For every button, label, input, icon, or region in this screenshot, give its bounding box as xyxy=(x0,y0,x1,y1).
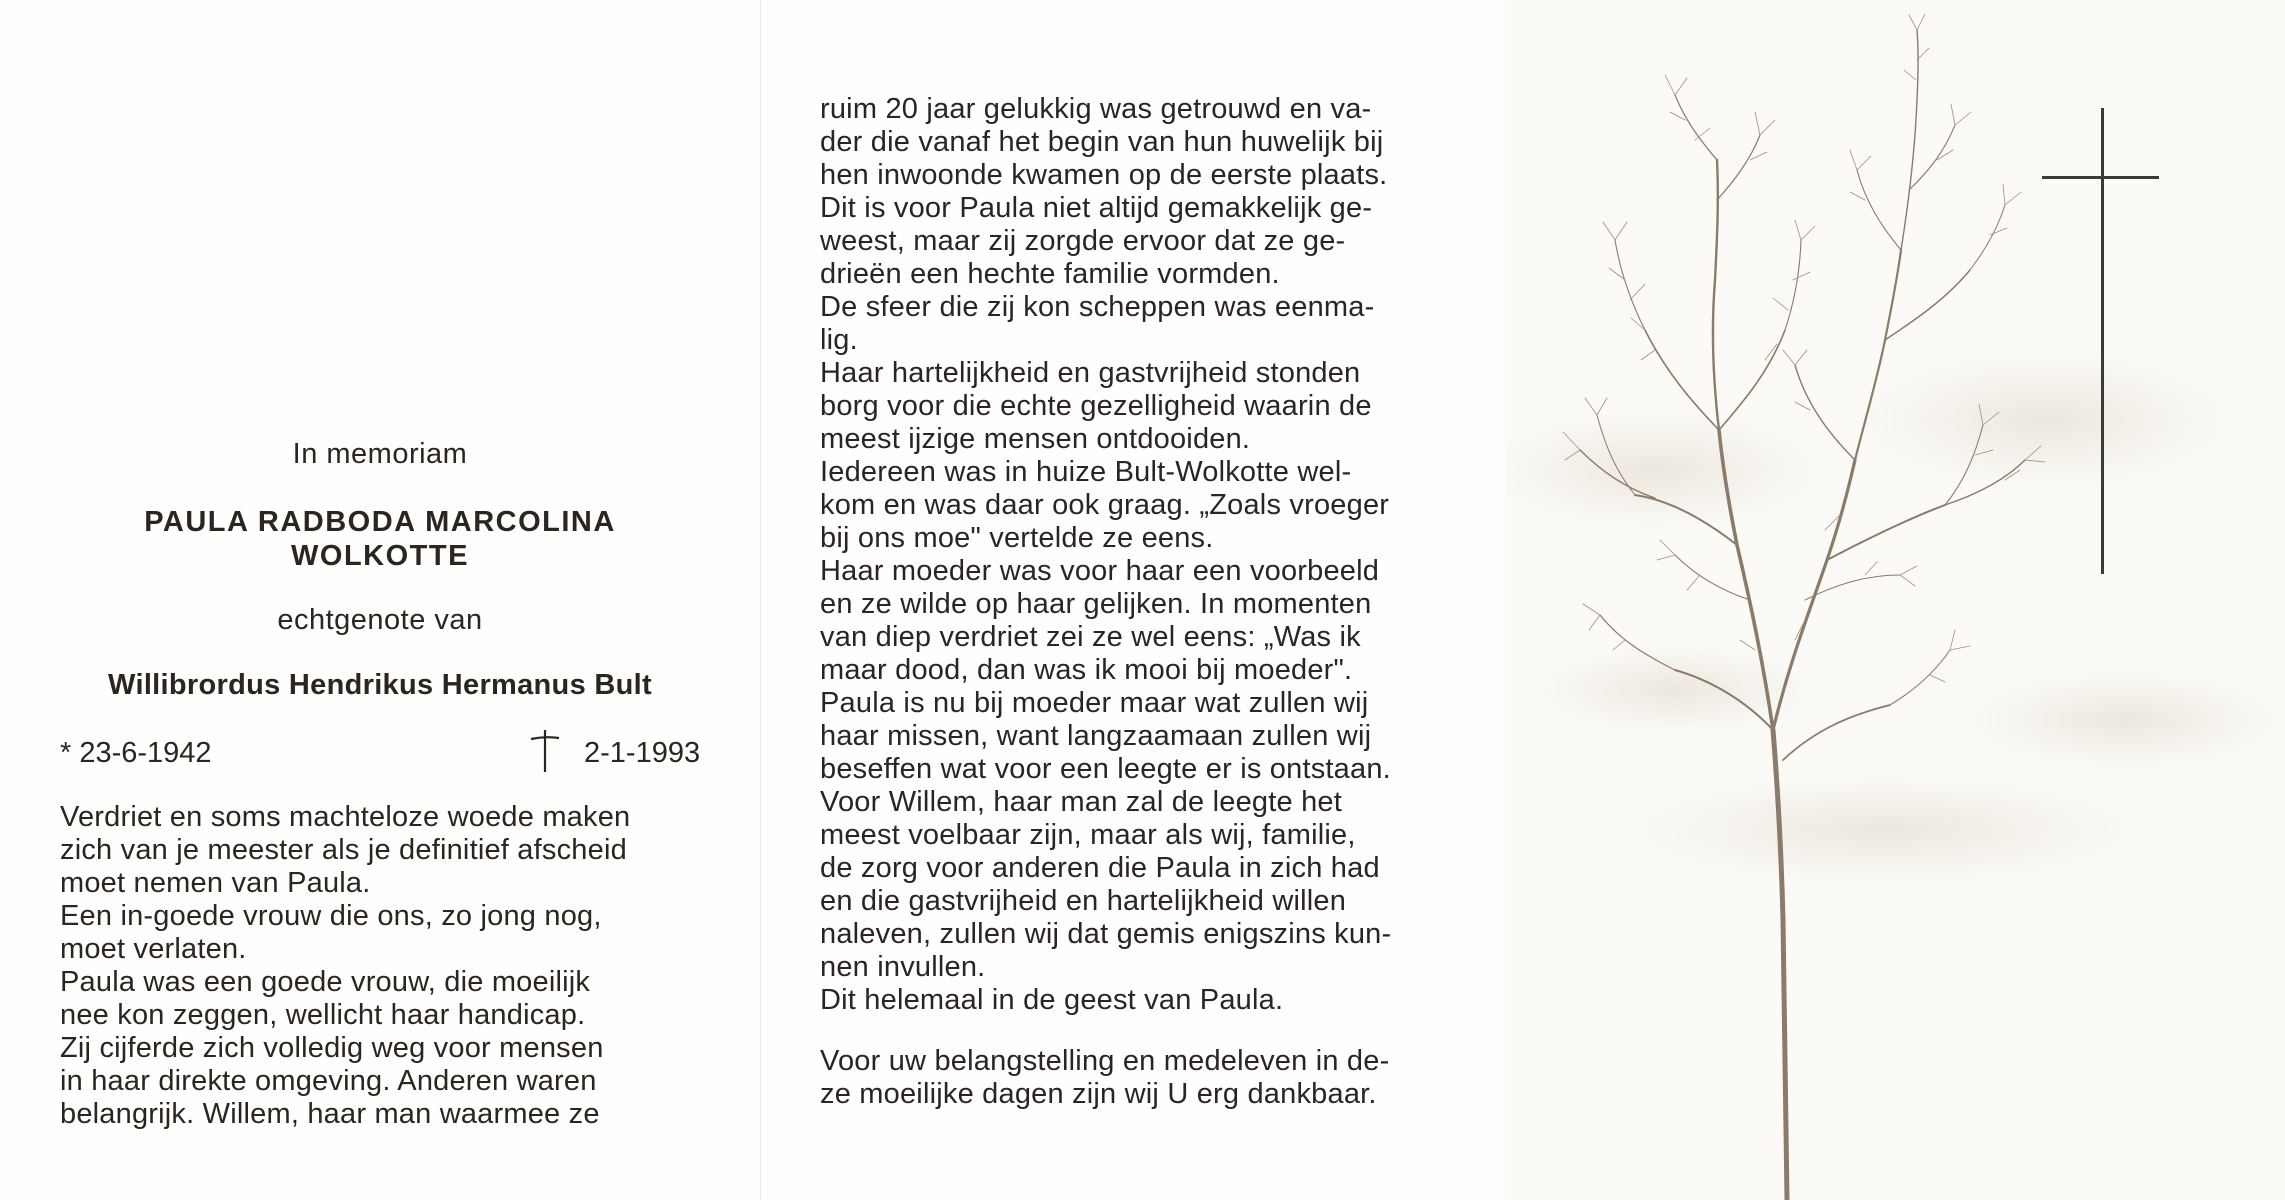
text-line: weest, maar zij zorgde ervoor dat ze ge- xyxy=(820,225,1346,257)
text-line: moet nemen van Paula. xyxy=(60,867,371,899)
text-line: in haar direkte omgeving. Anderen waren xyxy=(60,1065,597,1097)
text-line: der die vanaf het begin van hun huwelijk bij xyxy=(820,126,1384,158)
text-line: haar missen, want langzaamaan zullen wij xyxy=(820,720,1372,752)
text-line: hen inwoonde kwamen op de eerste plaats. xyxy=(820,159,1388,191)
middle-body-text xyxy=(820,93,1470,1017)
text-line: Verdriet en soms machteloze woede maken xyxy=(60,801,631,833)
text-line: ze moeilijke dagen zijn wij U erg dankbaar. xyxy=(820,1078,1377,1110)
text-line: de zorg voor anderen die Paula in zich had xyxy=(820,852,1380,884)
birth-date: * 23-6-1942 xyxy=(60,737,212,769)
text-line: Paula is nu bij moeder maar wat zullen wij xyxy=(820,687,1369,719)
text-line: beseffen wat voor een leegte er is ontstaan. xyxy=(820,753,1391,785)
deceased-name-line1: PAULA RADBODA MARCOLINA xyxy=(144,506,616,538)
text-line: en ze wilde op haar gelijken. In momenten xyxy=(820,588,1372,620)
text-line: Een in-goede vrouw die ons, zo jong nog, xyxy=(60,900,602,932)
text-line: Voor Willem, haar man zal de leegte het xyxy=(820,786,1343,818)
text-line: moet verlaten. xyxy=(60,933,247,965)
text-line: nen invullen. xyxy=(820,951,986,983)
text-line: kom en was daar ook graag. „Zoals vroeger xyxy=(820,489,1390,521)
text-line: van diep verdriet zei ze wel eens: „Was ik xyxy=(820,621,1361,653)
memoriam-heading: In memoriam xyxy=(292,438,468,470)
text-line: lig. xyxy=(820,324,858,356)
text-line: Haar moeder was voor haar een voorbeeld xyxy=(820,555,1380,587)
text-line: Iedereen was in huize Bult-Wolkotte wel- xyxy=(820,456,1352,488)
deceased-name-line2: WOLKOTTE xyxy=(291,540,469,572)
left-body-text xyxy=(60,801,705,1131)
text-line: Paula was een goede vrouw, die moeilijk xyxy=(60,966,591,998)
text-line: zich van je meester als je definitief afscheid xyxy=(60,834,627,866)
death-cross-icon xyxy=(528,726,562,774)
text-line: Dit helemaal in de geest van Paula. xyxy=(820,984,1284,1016)
text-line: naleven, zullen wij dat gemis enigszins kun- xyxy=(820,918,1392,950)
text-line: ruim 20 jaar gelukkig was getrouwd en va- xyxy=(820,93,1372,125)
text-line: maar dood, dan was ik mooi bij moeder". xyxy=(820,654,1353,686)
spouse-label: echtgenote van xyxy=(277,604,483,636)
text-line: Haar hartelijkheid en gastvrijheid stonden xyxy=(820,357,1361,389)
text-line: meest ijzige mensen ontdooiden. xyxy=(820,423,1251,455)
text-line: Voor uw belangstelling en medeleven in de- xyxy=(820,1045,1390,1077)
text-line: borg voor die echte gezelligheid waarin de xyxy=(820,390,1372,422)
closing-text xyxy=(820,1045,1470,1111)
text-line: en die gastvrijheid en hartelijkheid willen xyxy=(820,885,1347,917)
text-line: De sfeer die zij kon scheppen was eenma- xyxy=(820,291,1375,323)
card-left-panel xyxy=(0,0,760,1200)
bare-tree-illustration xyxy=(1505,0,2285,1200)
card-illustration-panel xyxy=(1505,0,2285,1200)
fold-divider xyxy=(760,0,761,1200)
spouse-name: Willibrordus Hendrikus Hermanus Bult xyxy=(108,669,652,701)
text-line: nee kon zeggen, wellicht haar handicap. xyxy=(60,999,586,1031)
death-date: 2-1-1993 xyxy=(584,737,701,769)
text-line: drieën een hechte familie vormden. xyxy=(820,258,1280,290)
latin-cross-icon xyxy=(2042,108,2162,578)
text-line: meest voelbaar zijn, maar als wij, familie, xyxy=(820,819,1356,851)
text-line: Zij cijferde zich volledig weg voor mensen xyxy=(60,1032,604,1064)
text-line: belangrijk. Willem, haar man waarmee ze xyxy=(60,1098,600,1130)
text-line: Dit is voor Paula niet altijd gemakkelijk ge- xyxy=(820,192,1373,224)
text-line: bij ons moe" vertelde ze eens. xyxy=(820,522,1214,554)
